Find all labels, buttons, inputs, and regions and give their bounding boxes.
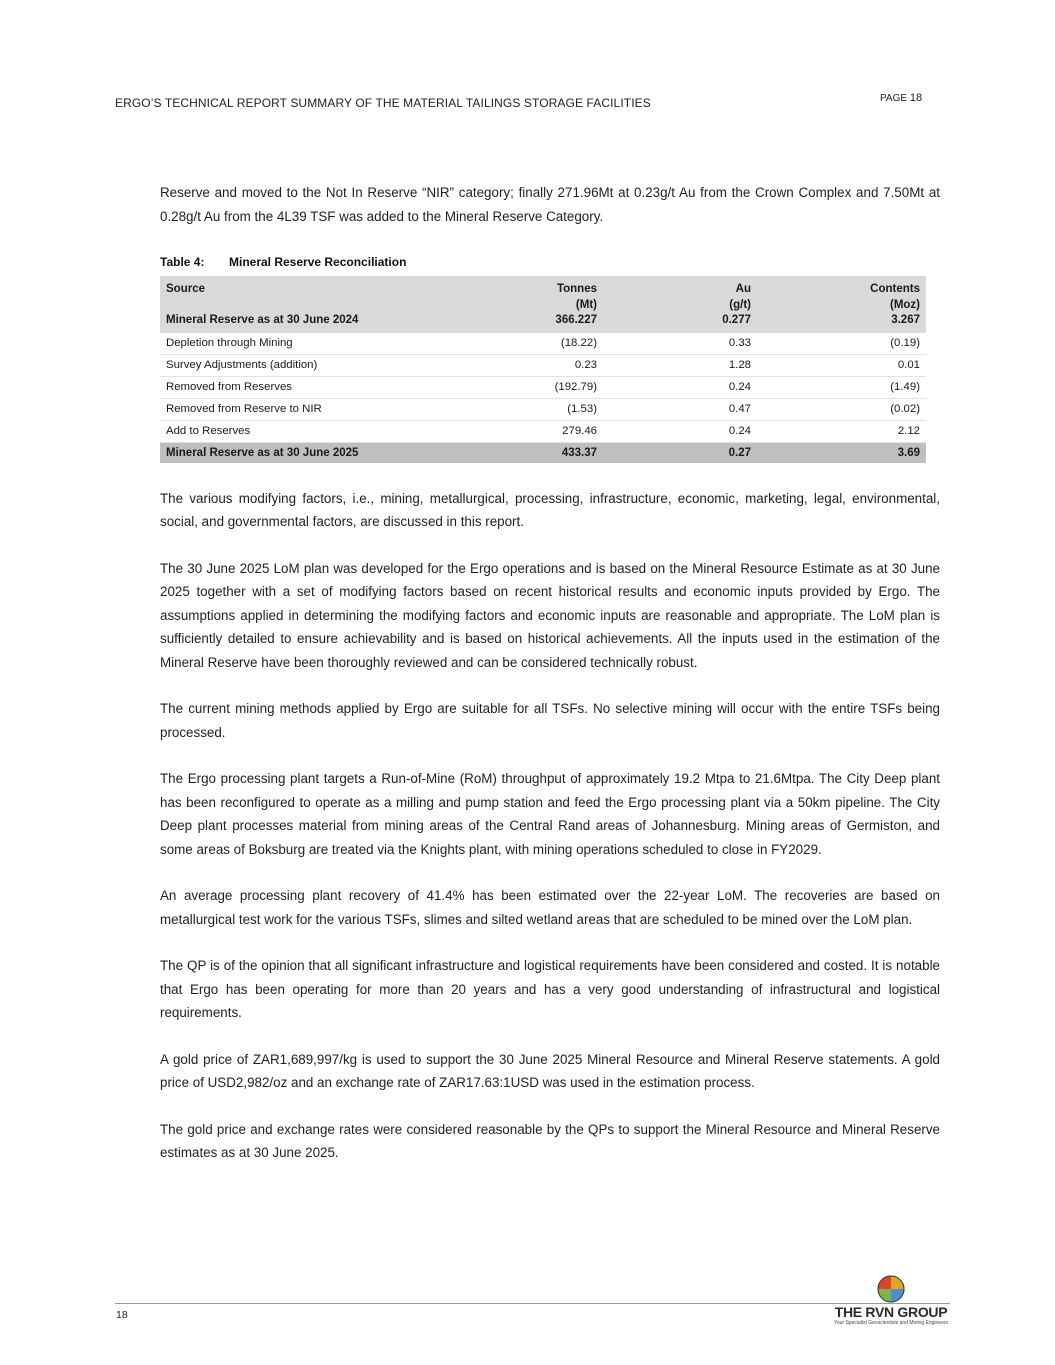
- opening-tonnes: 366.227: [555, 314, 597, 326]
- row-source: Removed from Reserves: [160, 376, 460, 398]
- logo-tagline: Your Specialist Geoscientists and Mining Engineers: [833, 1320, 949, 1326]
- row-contents: 2.12: [757, 420, 926, 442]
- row-source: Removed from Reserve to NIR: [160, 398, 460, 420]
- row-au: 0.24: [603, 376, 757, 398]
- row-source: Depletion through Mining: [160, 333, 460, 355]
- table-row: [160, 354, 926, 376]
- row-tonnes: (18.22): [460, 333, 603, 355]
- col-contents-title: Contents: [870, 283, 920, 295]
- row-tonnes: (192.79): [460, 376, 603, 398]
- col-au-unit: (g/t): [729, 298, 751, 311]
- table-row: [160, 333, 926, 355]
- opening-balance-label: Mineral Reserve as at 30 June 2024: [166, 314, 359, 326]
- row-source: Add to Reserves: [160, 420, 460, 442]
- row-contents: (0.02): [757, 398, 926, 420]
- header-tonnes-cell: [460, 276, 603, 333]
- row-au: 0.24: [603, 420, 757, 442]
- paragraph: An average processing plant recovery of 41.4% has been estimated over the 22-year LoM. The recoveries are based on metallurgical test work for the various TSFs, slimes and silted wetland areas that are scheduled to be mined over the LoM plan.: [160, 888, 940, 927]
- report-header-title: ERGO’S TECHNICAL REPORT SUMMARY OF THE MATERIAL TAILINGS STORAGE FACILITIES: [115, 96, 651, 110]
- total-au: 0.27: [603, 442, 757, 463]
- header-au-cell: [603, 276, 757, 333]
- paragraph: A gold price of ZAR1,689,997/kg is used to support the 30 June 2025 Mineral Resource and Mineral Reserve statements. A gold price of USD2,982/oz and an exchange rate of ZAR17.63:1USD was used in the estimation process.: [160, 1051, 940, 1090]
- mineral-reserve-table: [160, 276, 926, 463]
- row-au: 0.47: [603, 398, 757, 420]
- table-row: [160, 376, 926, 398]
- paragraph: The QP is of the opinion that all significant infrastructure and logistical requirements have been considered and costed. It is notable that Ergo has been operating for more than 20 years and has a very good understanding of infrastructural and logistical requirements.: [160, 958, 940, 1020]
- total-source: Mineral Reserve as at 30 June 2025: [160, 442, 460, 463]
- globe-icon: [877, 1275, 905, 1303]
- table-caption: [160, 255, 940, 269]
- paragraph: Reserve and moved to the Not In Reserve “NIR” category; finally 271.96Mt at 0.23g/t Au from the Crown Complex and 7.50Mt at 0.28g/t Au from the 4L39 TSF was added to the Mineral Reserve Category.: [160, 185, 940, 224]
- table-row: [160, 398, 926, 420]
- opening-au: 0.277: [722, 314, 751, 326]
- row-tonnes: (1.53): [460, 398, 603, 420]
- rvn-group-logo: [830, 1275, 952, 1327]
- paragraph: The Ergo processing plant targets a Run-of-Mine (RoM) throughput of approximately 19.2 Mtpa to 21.6Mtpa. The City Deep plant has been reconfigured to operate as a milling and pump station and feed the Ergo processing plant via a 50km pipeline. The City Deep plant processes material from mining areas of the Central Rand areas of Johannesburg. Mining areas of Germiston, and some areas of Boksburg are treated via the Knights plant, with mining operations scheduled to close in FY2029.: [160, 771, 940, 857]
- row-au: 1.28: [603, 354, 757, 376]
- row-contents: 0.01: [757, 354, 926, 376]
- header-contents-cell: [757, 276, 926, 333]
- logo-wordmark: THE RVN GROUP: [834, 1304, 948, 1320]
- table-header-row: [160, 276, 926, 333]
- paragraph: The gold price and exchange rates were considered reasonable by the QPs to support the Mineral Resource and Mineral Reserve estimates as at 30 June 2025.: [160, 1121, 940, 1160]
- col-tonnes-title: Tonnes: [556, 283, 597, 295]
- opening-contents: 3.267: [891, 314, 920, 326]
- paragraph: The various modifying factors, i.e., mining, metallurgical, processing, infrastructure, economic, marketing, legal, environmental, social, and governmental factors, are discussed in this report.: [160, 490, 940, 529]
- paragraph: The current mining methods applied by Ergo are suitable for all TSFs. No selective mining will occur with the entire TSFs being processed.: [160, 701, 940, 740]
- header-source-cell: [160, 276, 460, 333]
- row-contents: (0.19): [757, 333, 926, 355]
- col-tonnes-unit: (Mt): [575, 298, 597, 311]
- table-caption-title: Mineral Reserve Reconciliation: [229, 255, 407, 269]
- footer-page-number: 18: [116, 1309, 128, 1321]
- page-prefix: PAGE: [880, 93, 908, 104]
- total-tonnes: 433.37: [460, 442, 603, 463]
- table-row: [160, 420, 926, 442]
- row-tonnes: 0.23: [460, 354, 603, 376]
- row-au: 0.33: [603, 333, 757, 355]
- table-caption-label: Table 4:: [160, 255, 205, 269]
- row-tonnes: 279.46: [460, 420, 603, 442]
- total-contents: 3.69: [757, 442, 926, 463]
- paragraph: The 30 June 2025 LoM plan was developed for the Ergo operations and is based on the Mineral Resource Estimate as at 30 June 2025 together with a set of modifying factors based on recent historical results and economic inputs provided by Ergo. The assumptions applied in determining the modifying factors and economic inputs are reasonable and appropriate. The LoM plan is sufficiently detailed to ensure achievability and is based on historical achievements. All the inputs used in the estimation of the Mineral Reserve have been thoroughly reviewed and can be considered technically robust.: [160, 560, 940, 670]
- table-total-row: [160, 442, 926, 463]
- row-contents: (1.49): [757, 376, 926, 398]
- row-source: Survey Adjustments (addition): [160, 354, 460, 376]
- page-label: [880, 92, 922, 104]
- header-source-label: Source: [166, 283, 205, 295]
- footer-divider: [115, 1303, 950, 1304]
- page-number: 18: [909, 92, 923, 104]
- col-au-title: Au: [735, 283, 751, 295]
- page-body: [160, 181, 940, 1165]
- col-contents-unit: (Moz): [889, 298, 920, 311]
